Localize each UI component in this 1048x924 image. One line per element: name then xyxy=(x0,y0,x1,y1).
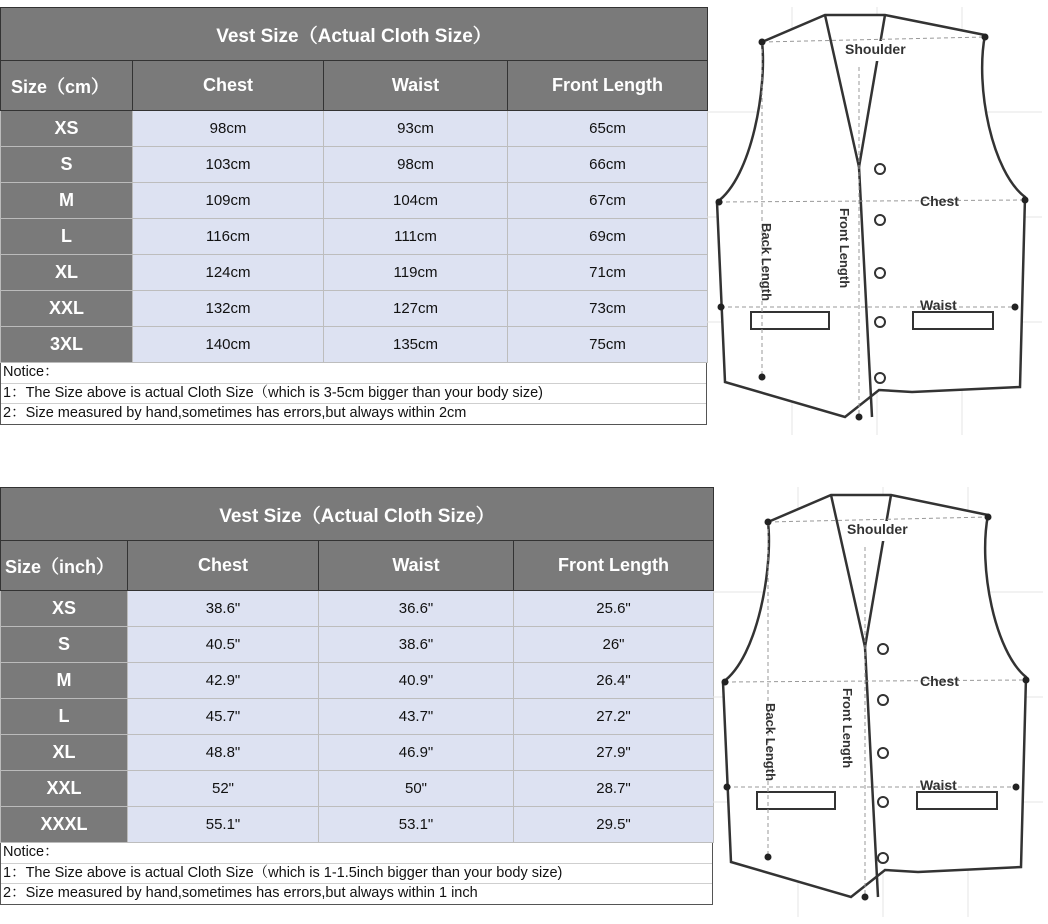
waist-value: 46.9" xyxy=(319,735,514,771)
table-row xyxy=(1,699,714,735)
chest-value: 38.6" xyxy=(128,591,319,627)
front-length-value: 25.6" xyxy=(514,591,714,627)
chest-value: 109cm xyxy=(133,183,324,219)
size-table-cm-block xyxy=(0,7,708,425)
chest-value: 42.9" xyxy=(128,663,319,699)
chest-value: 45.7" xyxy=(128,699,319,735)
table-row xyxy=(1,807,714,843)
front-length-value: 67cm xyxy=(508,183,708,219)
header-chest: Chest xyxy=(128,541,319,591)
table-row xyxy=(1,147,708,183)
chest-value: 140cm xyxy=(133,327,324,363)
front-length-value: 26.4" xyxy=(514,663,714,699)
size-label: L xyxy=(1,699,128,735)
table-row xyxy=(1,663,714,699)
back-length-label: Back Length xyxy=(759,223,774,302)
notice-box xyxy=(0,843,713,905)
size-label: XXL xyxy=(1,771,128,807)
front-length-value: 65cm xyxy=(508,111,708,147)
waist-value: 40.9" xyxy=(319,663,514,699)
front-length-label: Front Length xyxy=(837,208,852,289)
header-front-length: Front Length xyxy=(514,541,714,591)
table-row xyxy=(1,219,708,255)
waist-value: 119cm xyxy=(324,255,508,291)
waist-value: 36.6" xyxy=(319,591,514,627)
table-row xyxy=(1,591,714,627)
table-row xyxy=(1,291,708,327)
size-label: XXL xyxy=(1,291,133,327)
front-length-value: 66cm xyxy=(508,147,708,183)
front-length-value: 75cm xyxy=(508,327,708,363)
front-length-value: 71cm xyxy=(508,255,708,291)
chest-value: 116cm xyxy=(133,219,324,255)
front-length-value: 73cm xyxy=(508,291,708,327)
table-row xyxy=(1,111,708,147)
back-length-label: Back Length xyxy=(763,703,778,782)
table-row xyxy=(1,183,708,219)
front-length-value: 28.7" xyxy=(514,771,714,807)
notice-line: 1：The Size above is actual Cloth Size（which is 1-1.5inch bigger than your body size) xyxy=(1,864,712,885)
waist-value: 127cm xyxy=(324,291,508,327)
waist-label: Waist xyxy=(920,297,957,313)
size-label: XL xyxy=(1,735,128,771)
waist-value: 53.1" xyxy=(319,807,514,843)
chest-value: 40.5" xyxy=(128,627,319,663)
size-table-inch-block xyxy=(0,487,714,905)
table-row xyxy=(1,627,714,663)
size-label: XXXL xyxy=(1,807,128,843)
size-label: M xyxy=(1,183,133,219)
table-row xyxy=(1,735,714,771)
size-label: L xyxy=(1,219,133,255)
header-size: Size（cm） xyxy=(1,61,133,111)
waist-value: 98cm xyxy=(324,147,508,183)
size-label: XS xyxy=(1,111,133,147)
chest-label: Chest xyxy=(920,193,959,209)
waist-value: 111cm xyxy=(324,219,508,255)
size-label: XS xyxy=(1,591,128,627)
header-chest: Chest xyxy=(133,61,324,111)
chest-value: 124cm xyxy=(133,255,324,291)
size-table-cm xyxy=(0,7,708,363)
waist-value: 38.6" xyxy=(319,627,514,663)
notice-line: 2：Size measured by hand,sometimes has errors,but always within 2cm xyxy=(3,405,467,421)
header-waist: Waist xyxy=(324,61,508,111)
chest-value: 55.1" xyxy=(128,807,319,843)
size-table-inch xyxy=(0,487,714,843)
header-front-length: Front Length xyxy=(508,61,708,111)
size-label: XL xyxy=(1,255,133,291)
size-label: S xyxy=(1,627,128,663)
vest-diagram xyxy=(707,7,1042,435)
table-row xyxy=(1,771,714,807)
chest-value: 48.8" xyxy=(128,735,319,771)
table-title: Vest Size（Actual Cloth Size） xyxy=(1,8,708,61)
chest-label: Chest xyxy=(920,673,959,689)
waist-value: 43.7" xyxy=(319,699,514,735)
notice-line: 1：The Size above is actual Cloth Size（which is 3-5cm bigger than your body size) xyxy=(1,384,706,405)
shoulder-label: Shoulder xyxy=(847,521,908,537)
size-label: S xyxy=(1,147,133,183)
notice-heading: Notice： xyxy=(1,843,712,864)
front-length-value: 29.5" xyxy=(514,807,714,843)
waist-label: Waist xyxy=(920,777,957,793)
chest-value: 98cm xyxy=(133,111,324,147)
table-row xyxy=(1,327,708,363)
waist-value: 50" xyxy=(319,771,514,807)
header-size: Size（inch） xyxy=(1,541,128,591)
chest-value: 103cm xyxy=(133,147,324,183)
notice-line: 2：Size measured by hand,sometimes has errors,but always within 1 inch xyxy=(3,885,478,901)
front-length-value: 27.9" xyxy=(514,735,714,771)
vest-diagram xyxy=(713,487,1043,917)
chest-value: 52" xyxy=(128,771,319,807)
front-length-label: Front Length xyxy=(840,688,855,769)
front-length-value: 26" xyxy=(514,627,714,663)
header-waist: Waist xyxy=(319,541,514,591)
waist-value: 93cm xyxy=(324,111,508,147)
chest-value: 132cm xyxy=(133,291,324,327)
waist-value: 135cm xyxy=(324,327,508,363)
vest-diagram-svg xyxy=(707,7,1042,435)
front-length-value: 27.2" xyxy=(514,699,714,735)
table-title: Vest Size（Actual Cloth Size） xyxy=(1,488,714,541)
front-length-value: 69cm xyxy=(508,219,708,255)
notice-box xyxy=(0,363,707,425)
shoulder-label: Shoulder xyxy=(845,41,906,57)
size-label: 3XL xyxy=(1,327,133,363)
vest-diagram-svg xyxy=(713,487,1043,917)
size-label: M xyxy=(1,663,128,699)
table-row xyxy=(1,255,708,291)
waist-value: 104cm xyxy=(324,183,508,219)
notice-heading: Notice： xyxy=(1,363,706,384)
